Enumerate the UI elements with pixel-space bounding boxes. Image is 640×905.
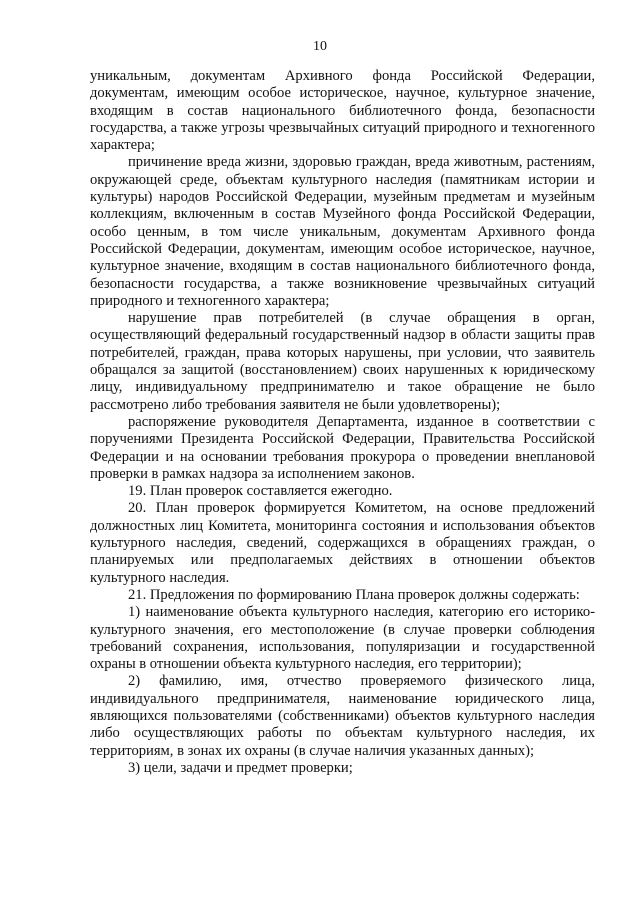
paragraph-department-order: распоряжение руководителя Департамента, изданное в соответствии с поручениями Президента Российской Федерации, Правительства Российской Федерации и на основании требования прокурора о проведении внеплановой проверки в рамках надзора за исполнением законов.: [90, 413, 595, 482]
paragraph-item-21: 21. Предложения по формированию Плана проверок должны содержать:: [128, 586, 580, 603]
paragraph-continuation: уникальным, документам Архивного фонда Российской Федерации, документам, имеющим особое историческое, научное, культурное значение, входящим в состав национального библиотечного фонда, безопасности государства, а также угрозы чрезвычайных ситуаций природного и техногенного характера;: [90, 68, 595, 154]
paragraph-consumer-rights: нарушение прав потребителей (в случае обращения в орган, осуществляющий федеральный государственный надзор в области защиты прав потребителей, граждан, права которых нарушены, при условии, что заявитель обращался за защитой (восстановлением) своих нарушенных к юридическому лицу, индивидуальному предпринимателю и такое обращение не было рассмотрено либо требования заявителя не были удовлетворены);: [90, 310, 595, 413]
paragraph-item-20: 20. План проверок формируется Комитетом, на основе предложений должностных лиц Комитета, мониторинга состояния и использования объектов культурного наследия, сведений, содержащихся в обращениях граждан, о планируемых или предполагаемых действиях в отношении объектов культурного наследия.: [90, 500, 595, 586]
page-number: 10: [313, 39, 327, 54]
paragraph-subitem-2: 2) фамилию, имя, отчество проверяемого физического лица, индивидуального предпринимателя, наименование юридического лица, являющихся пользователями (собственниками) объектов культурного наследия либо осуществляющих работы по объектам культурного наследия, их территориям, в зонах их охраны (в случае наличия указанных данных);: [90, 673, 595, 759]
document-body: [90, 68, 595, 777]
paragraph-subitem-1: 1) наименование объекта культурного наследия, категорию его историко-культурного значения, его местоположение (в случае проверки соблюдения требований сохранения, использования, популяризации и государственной охраны в отношении объекта культурного наследия, его территории);: [90, 604, 595, 673]
paragraph-item-19: 19. План проверок составляется ежегодно.: [128, 483, 393, 500]
paragraph-subitem-3: 3) цели, задачи и предмет проверки;: [128, 759, 353, 776]
paragraph-harm-to-life: причинение вреда жизни, здоровью граждан, вреда животным, растениям, окружающей среде, объектам культурного наследия (памятникам истории и культуры) народов Российской Федерации, музейным предметам и музейным коллекциям, включенным в состав Музейного фонда Российской Федерации, особо ценным, в том числе уникальным, документам Архивного фонда Российской Федерации, документам, имеющим особое историческое, научное, культурное значение, входящим в состав национального библиотечного фонда, безопасности государства, а также возникновение чрезвычайных ситуаций природного и техногенного характера;: [90, 154, 595, 309]
